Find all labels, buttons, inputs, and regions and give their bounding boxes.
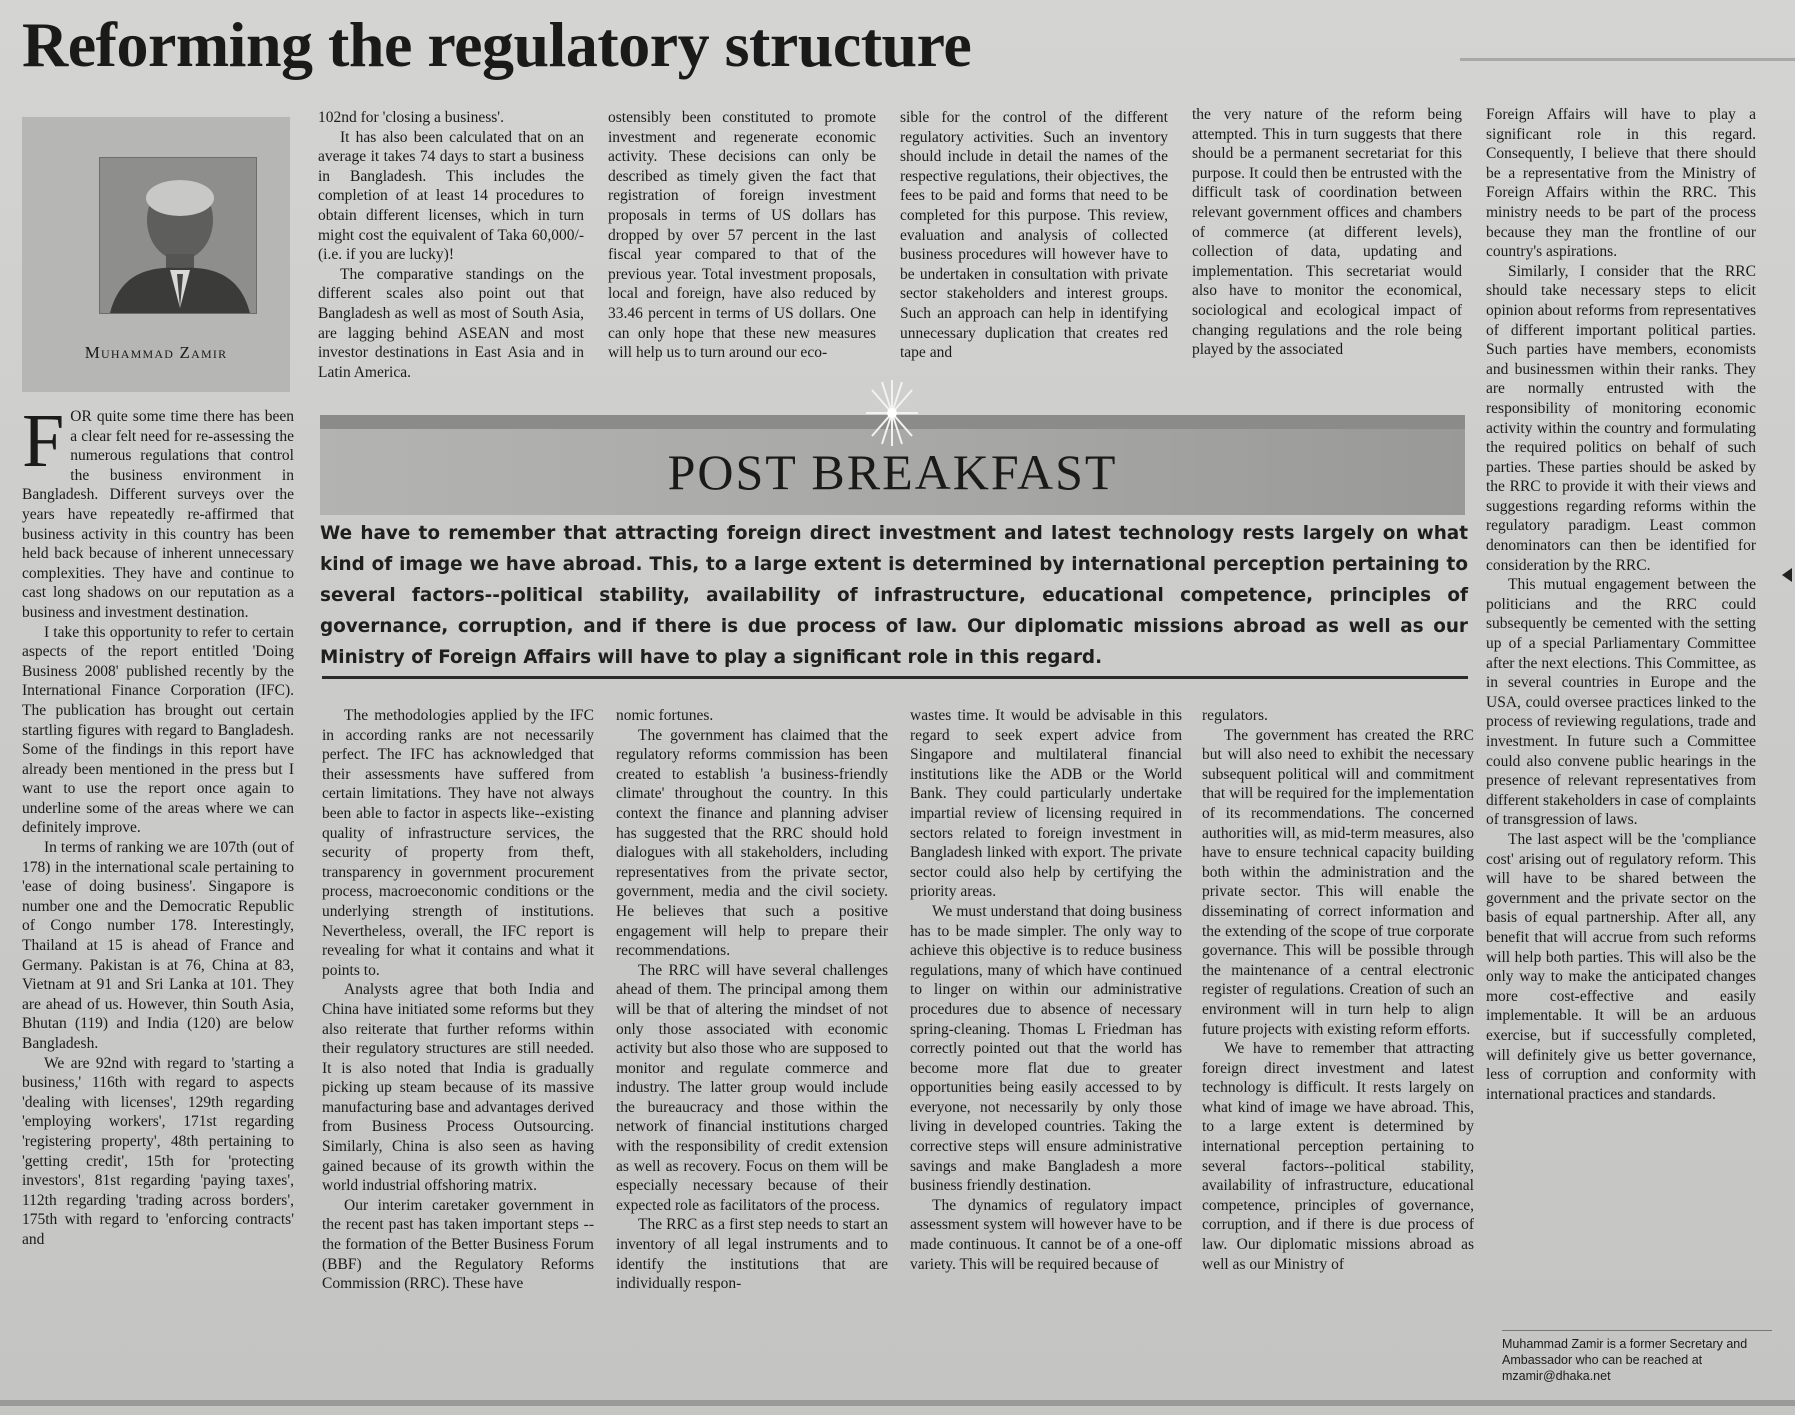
col1-paragraph-1: FOR quite some time there has been a clear felt need for re-assessing the numerous regulations that control the business environment in Bangladesh. Different surveys over the years have repeatedly re-affirmed that business activity in this country has been held back because of inherent unnecessary complexities. They have and continue to cast long shadows on our reputation as a business and investment destination.	[22, 407, 294, 621]
col3b-paragraph-3: The RRC will have several challenges ahead of them. The principal among them will be that of altering the mindset of not only those associated with economic activity but also those who are supposed to monitor and regulate commerce and industry. The latter group would include the bureaucracy and those within the network of financial institutions charged with the responsibility of credit extension as well as recovery. Focus on them will be especially necessary because of their expected role as facilitators of the process.	[616, 961, 888, 1214]
col3-top-text: ostensibly been constituted to promote investment and regenerate economic activity. These decisions can only be described as timely given the fact that registration of foreign investment proposals in terms of US dollars has dropped by over 57 percent in the last fiscal year compared to that of the previous year. Total investment proposals, local and foreign, have also reduced by 33.46 percent in terms of US dollars. One can only hope that these new measures will help us to turn around our eco-	[608, 109, 876, 362]
col4b-paragraph-1: wastes time. It would be advisable in this regard to seek expert advice from Singapore and multilateral financial institutions like the ADB or the World Bank. They could particularly undertake impartial review of licensing required in sectors related to foreign investment in Bangladesh linked with export. The private sector could also help by certifying the priority areas.	[910, 707, 1182, 901]
col2-paragraph-1: 102nd for 'closing a business'.	[318, 109, 504, 126]
column-6	[1486, 105, 1756, 1317]
col2-paragraph-3: The comparative standings on the different scales also point out that Bangladesh as well as most of South Asia, are lagging behind ASEAN and most investor destinations in East Asia and in Latin America.	[318, 265, 584, 381]
starburst-icon	[862, 378, 922, 448]
col2b-paragraph-2: Analysts agree that both India and China have initiated some reforms but they also reiterate that further reforms within their regulatory structures are still needed. It is also noted that India is gradually picking up steam because of its massive manufacturing base and advantages derived from Business Process Outsourcing. Similarly, China is also seen as having gained because of its growth within the world industrial offshoring matrix.	[322, 981, 594, 1195]
col2b-paragraph-3: Our interim caretaker government in the recent past has taken important steps -- the formation of the Better Business Forum (BBF) and the Regulatory Reforms Commission (RRC). These have	[322, 1196, 594, 1293]
column-3-bottom	[616, 706, 888, 1400]
col2b-paragraph-1: The methodologies applied by the IFC in according ranks are not necessarily perfect. The IFC has acknowledged that their assessments have suffered from certain limitations. They have not always been able to factor in aspects like--existing quality of infrastructure services, the security of property from theft, transparency in government procurement process, macroeconomic conditions or the underlying strength of institutions. Nevertheless, overall, the IFC report is revealing for what it contains and what it points to.	[322, 707, 594, 979]
pull-quote-rule	[322, 676, 1468, 679]
author-photo	[99, 157, 257, 314]
col1-paragraph-4: We are 92nd with regard to 'starting a business,' 116th with regard to aspects 'dealing with licenses', 129th regarding 'employing workers', 171st regarding 'registering property', 48th pertaining to 'getting credit', 15th for 'protecting investors', 81st regarding 'paying taxes', 112th regarding 'trading across borders', 175th with regard to 'enforcing contracts' and	[22, 1054, 294, 1248]
col5b-paragraph-3: We have to remember that attracting foreign direct investment and latest technology is difficult. It rests largely on what kind of image we have abroad. This, to a large extent is determined by international perception pertaining to several factors--political stability, availability of infrastructure, educational competence, principles of governance, corruption, and if there is due process of law. Our diplomatic missions abroad as well as our Ministry of	[1202, 1040, 1474, 1273]
edge-arrow-icon	[1782, 568, 1792, 582]
col4b-paragraph-3: The dynamics of regulatory impact assessment system will however have to be made continuous. It cannot be of a one-off variety. This will be required because of	[910, 1196, 1182, 1273]
column-4-bottom	[910, 706, 1182, 1400]
col6-paragraph-2: Similarly, I consider that the RRC should take necessary steps to elicit opinion about reforms from representatives of different important political parties. Such parties have members, economists and businessmen within their ranks. They are normally entrusted with the responsibility of monitoring economic activity within the country and formulating the required politics on behalf of such parties. These parties should be asked by the RRC to provide it with their views and suggestions regarding reforms within the regulatory paradigm. Least common denominators can then be identified for consideration by the RRC.	[1486, 262, 1756, 574]
col5-top-text: the very nature of the reform being attempted. This in turn suggests that there should be a permanent secretariat for this purpose. It could then be entrusted with the difficult task of coordination between relevant government offices and chambers of commerce (at different levels), collection of data, updating and implementation. This secretariat would also have to monitor the economical, sociological and ecological impact of changing regulations and the role being played by the associated	[1192, 106, 1462, 359]
top-rule	[1460, 58, 1795, 61]
column-4-top	[900, 108, 1168, 398]
author-byline: Muhammad Zamir	[84, 343, 228, 362]
col6-paragraph-1: Foreign Affairs will have to play a significant role in this regard. Consequently, I believe that there should be a representative from the Ministry of Foreign Affairs within the RRC. This ministry needs to be part of the process because they man the frontline of our country's aspirations.	[1486, 106, 1756, 261]
headline: Reforming the regulatory structure	[22, 9, 972, 80]
col3b-paragraph-4: The RRC as a first step needs to start an inventory of all legal instruments and to identify the institutions that are individually respon-	[616, 1216, 888, 1293]
column-2-bottom	[322, 706, 594, 1400]
col4b-paragraph-2: We must understand that doing business has to be made simpler. The only way to achieve this objective is to reduce business regulations, many of which have continued to linger on within our administrative procedures due to absence of necessary spring-cleaning. Thomas L Friedman has correctly pointed out that the world has become more flat due to greater opportunities being easily accessed to by everyone, not necessarily by only those living in developed countries. Taking the corrective steps will ensure administrative savings and make Bangladesh a more business friendly destination.	[910, 902, 1182, 1195]
column-5-top	[1192, 105, 1462, 398]
col6-paragraph-4: The last aspect will be the 'compliance cost' arising out of regulatory reform. This will have to be shared between the government and the private sector on the basis of equal partnership. After all, any benefit that will accrue from such reforms will help both parties. This will also be the only way to make the anticipated changes more cost-effective and easily implementable. It will be an arduous exercise, but if successfully completed, will definitely give us better governance, less of corruption and conformity with international practices and standards.	[1486, 830, 1756, 1103]
drop-cap: F	[22, 407, 65, 483]
column-5-bottom	[1202, 706, 1474, 1400]
author-bio: Muhammad Zamir is a former Secretary and Ambassador who can be reached at mzamir@dhaka.net	[1502, 1330, 1772, 1384]
column-1	[22, 407, 294, 1397]
banner-title: POST BREAKFAST	[667, 444, 1118, 500]
col1-paragraph-3: In terms of ranking we are 107th (out of 178) in the international scale pertaining to 'ease of doing business'. Singapore is number one and the Democratic Republic of Congo number 178. Interestingly, Thailand at 15 is ahead of France and Germany. Pakistan is at 76, China at 83, Vietnam at 91 and Sri Lanka at 101. They are ahead of us. However, thin South Asia, Bhutan (119) and India (120) are below Bangladesh.	[22, 839, 294, 1052]
col3b-paragraph-2: The government has claimed that the regulatory reforms commission has been created to establish 'a business-friendly climate' throughout the country. In this context the finance and planning adviser has suggested that the RRC should hold dialogues with all stakeholders, including representatives from the private sector, government, media and the civil society. He believes that such a positive engagement will help to prepare their recommendations.	[616, 726, 888, 960]
col5b-paragraph-1: regulators.	[1202, 707, 1268, 724]
pull-quote: We have to remember that attracting foreign direct investment and latest technology rests largely on what kind of image we have abroad. This, to a large extent is determined by international perception pertaining to several factors--political stability, availability of infrastructure, educational competence, principles of governance, corruption, and if there is due process of law. Our diplomatic missions abroad as well as our Ministry of Foreign Affairs will have to play a significant role in this regard.	[320, 523, 1468, 668]
col5b-paragraph-2: The government has created the RRC but will also need to exhibit the necessary subsequent political will and commitment that will be required for the implementation of its recommendations. The concerned authorities will, as mid-term measures, also have to ensure technical capacity building both within the administration and the private sector. This will enable the disseminating of correct information and the extending of the scope of true corporate governance. This will be possible through the maintenance of a central electronic register of regulations. Creation of such an environment will in turn help to align future projects with existing reform efforts.	[1202, 726, 1474, 1038]
column-2-top	[318, 108, 584, 398]
portrait-image	[100, 158, 256, 313]
bottom-rule	[0, 1400, 1795, 1406]
col1-paragraph-2: I take this opportunity to refer to certain aspects of the report entitled 'Doing Business 2008' published recently by the International Finance Corporation (IFC). The publication has brought out certain startling figures with regard to Bangladesh. Some of the findings in this report have already been mentioned in the press but I want to use the report once again to underline some of the areas where we can definitely improve.	[22, 623, 294, 837]
col3b-paragraph-1: nomic fortunes.	[616, 707, 714, 724]
author-photo-box	[22, 117, 290, 392]
col4-top-text: sible for the control of the different regulatory activities. Such an inventory should include in detail the names of the respective regulations, their objectives, the fees to be paid and forms that need to be completed for this purpose. This review, evaluation and analysis of collected business procedures will however have to be undertaken in consultation with private sector stakeholders and interest groups. Such an approach can help in identifying unnecessary duplication that creates red tape and	[900, 109, 1168, 362]
column-3-top	[608, 108, 876, 398]
col2-paragraph-2: It has also been calculated that on an average it takes 74 days to start a business in Bangladesh. This includes the completion of at least 14 procedures to obtain different licenses, which in turn might cost the equivalent of Taka 60,000/- (i.e. if you are lucky)!	[318, 128, 584, 264]
col6-paragraph-3: This mutual engagement between the politicians and the RRC could subsequently be cemented with the setting up of a special Parliamentary Committee after the next elections. This Committee, as in several countries in Europe and the USA, could oversee practices linked to the process of reviewing regulations, trade and investment. In future such a Committee could also convene public hearings in the presence of relevant representatives from different stakeholders in case of complaints of transgression of laws.	[1486, 576, 1756, 829]
